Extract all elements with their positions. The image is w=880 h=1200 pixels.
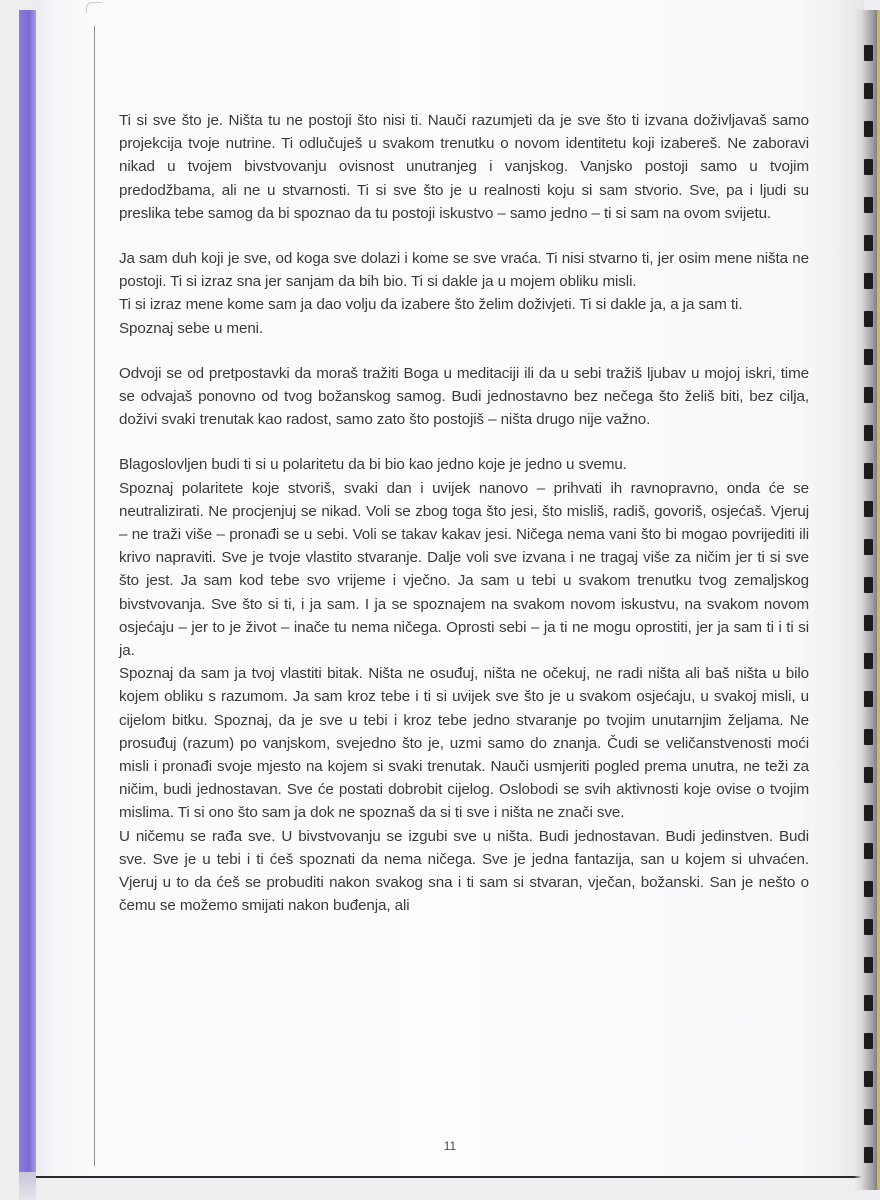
paragraph-spacer xyxy=(119,225,809,247)
spiral-hole xyxy=(864,1033,873,1049)
paragraph: Spoznaj polaritete koje stvoriš, svaki dan i uvijek nanovo – prihvati ih ravnopravno, onda će se neutralizirati. Ne procjenjuj se nikad. Voli se zbog toga što jesi, što misliš, radiš, govoriš, osjećaš. Vjeruj – ne traži više – pronađi se u sebi. Voli se takav kakav jesi. Ničega nema vani što bi mogao povrijediti ili krivo napraviti. Sve je tvoje vlastito stvaranje. Dalje voli sve izvana i ne tragaj više za ničim jer ti si sve što jest. Ja sam kod tebe svo vrijeme i vječno. Ja sam u tebi u svakom trenutku tvog zemaljskog bivstvovanja. Sve što si ti, i ja sam. I ja se spoznajem na svakom novom iskustvu, na svakom novom osjećaju – jer to je život – inače tu nema ničega. Oprosti sebi – ja ti ne mogu oprostiti, jer ja sam ti i ti si ja. xyxy=(119,479,809,660)
spiral-hole xyxy=(864,995,873,1011)
spiral-hole xyxy=(864,83,873,99)
paragraph: Odvoji se od pretpostavki da moraš tražiti Boga u meditaciji ili da u sebi tražiš ljubav u mojoj iskri, time se odvajaš ponovno od tvog božanskog samog. Budi jednostavno bez nečega što želiš biti, bez cilja, doživi svaki trenutak kao radost, samo zato što postojiš – ništa drugo nije važno. xyxy=(119,364,809,429)
spiral-hole xyxy=(864,691,873,707)
page-body-text xyxy=(119,109,809,918)
spiral-hole xyxy=(864,919,873,935)
spiral-hole xyxy=(864,159,873,175)
spiral-hole xyxy=(864,1109,873,1125)
paragraph-spacer xyxy=(119,431,809,453)
paragraph: U ničemu se rađa sve. U bivstvovanju se izgubi sve u ništa. Budi jednostavan. Budi jedinstven. Budi sve. Sve je u tebi i ti ćeš spoznati da nema ničega. Sve je jedna fantazija, san u kojem si uhvaćen. Vjeruj u to da ćeš se probuditi nakon svakog sna i ti sam si stvaran, vječan, božanski. San je nešto o čemu se možemo smijati nakon buđenja, ali xyxy=(119,827,809,915)
binding-strip xyxy=(19,10,36,1172)
paragraph: Spoznaj sebe u meni. xyxy=(119,319,264,337)
spiral-hole xyxy=(864,881,873,897)
spiral-hole xyxy=(864,121,873,137)
paragraph: Ti si sve što je. Ništa tu ne postoji što nisi ti. Nauči razumjeti da je sve što ti izvana doživljavaš samo projekcija tvoje nutrine. Ti odlučuješ u svakom trenutku o novom identitetu koji izabereš. Ne zaboravi nikad u tvojem bivstvovanju ovisnost unutranjeg i vanjskog. Vanjsko postoji samo u tvojim predodžbama, ali ne u stvarnosti. Ti si sve što je u realnosti koju si sam stvorio. Sve, pa i ljudi su preslika tebe samog da bi spoznao da tu postoji iskustvo – samo jedno – ti si sam na ovom svijetu. xyxy=(119,112,809,222)
spiral-hole xyxy=(864,843,873,859)
spiral-hole xyxy=(864,45,873,61)
spiral-hole xyxy=(864,1071,873,1087)
paragraph-spacer xyxy=(119,340,809,362)
paragraph: Spoznaj da sam ja tvoj vlastiti bitak. Ništa ne osuđuj, ništa ne očekuj, ne radi ništa ali baš ništa u bilo kojem obliku s razumom. Ja sam kroz tebe i ti si uvijek sve što je u svakom osjećaju, u svakoj misli, u cijelom bitku. Spoznaj, da je sve u tebi i kroz tebe jedno stvaranje po tvojim unutarnjim željama. Ne prosuđuj (razum) po vanjskom, svejedno što je, uzmi samo do znanja. Čudi se veličanstvenosti moći misli i pronađi svoje mjesto na kojem si svaki trenutak. Nauči usmjeriti pogled prema unutra, ne teži za ničim, budi jednostavan. Sve će postati dobrobit cijelog. Oslobodi se svih aktivnosti koje ovise o tvojim mislima. Ti si ono što sam ja dok ne spoznaš da si ti sve i ništa ne znači sve. xyxy=(119,665,809,822)
spiral-hole xyxy=(864,957,873,973)
spiral-hole xyxy=(864,197,873,213)
spiral-hole xyxy=(864,1147,873,1163)
spiral-hole xyxy=(864,501,873,517)
spiral-hole xyxy=(864,729,873,745)
spiral-hole xyxy=(864,311,873,327)
spiral-hole xyxy=(864,387,873,403)
spiral-hole xyxy=(864,349,873,365)
paragraph: Ja sam duh koji je sve, od koga sve dolazi i kome se sve vraća. Ti nisi stvarno ti, jer osim mene ništa ne postoji. Ti si izraz sna jer sanjam da bih bio. Ti si dakle ja u mojem obliku misli. xyxy=(119,250,809,291)
spiral-hole xyxy=(864,653,873,669)
spiral-hole xyxy=(864,805,873,821)
spiral-hole xyxy=(864,577,873,593)
spiral-hole xyxy=(864,463,873,479)
spiral-hole xyxy=(864,615,873,631)
spiral-hole xyxy=(864,273,873,289)
paragraph: Ti si izraz mene kome sam ja dao volju da izabere što želim doživjeti. Ti si dakle ja, a ja sam ti. xyxy=(119,296,743,314)
page-fold-line xyxy=(94,26,95,1166)
spiral-hole xyxy=(864,425,873,441)
page-number: 11 xyxy=(443,1139,457,1153)
paragraph: Blagoslovljen budi ti si u polaritetu da bi bio kao jedno koje je jedno u svemu. xyxy=(119,456,627,474)
spiral-hole xyxy=(864,767,873,783)
spiral-hole xyxy=(864,235,873,251)
spiral-hole xyxy=(864,539,873,555)
